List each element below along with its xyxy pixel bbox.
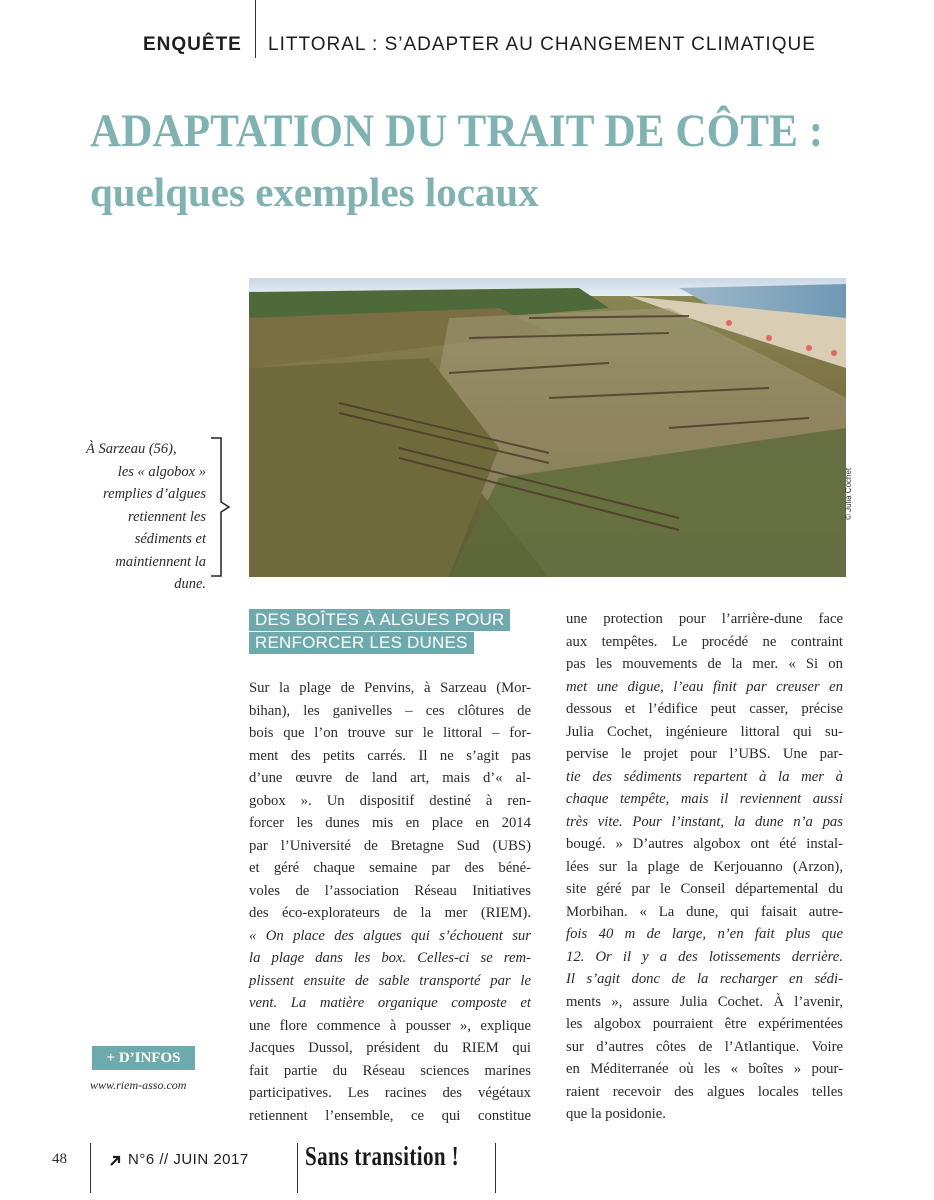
body-line: raient recevoir des algues locales telles xyxy=(566,1083,843,1100)
issue-info: N°6 // JUIN 2017 xyxy=(128,1151,249,1168)
body-line: bois que l’on trouve sur le littoral – for- xyxy=(249,725,531,741)
body-line: lées sur la plage de Kerjouanno (Arzon), xyxy=(566,858,843,875)
dune-photo xyxy=(249,278,846,577)
caption-brace-icon xyxy=(209,436,231,578)
body-line: Julia Cochet, ingénieure littoral qui su- xyxy=(566,723,843,740)
body-line: une flore commence à pousser », explique xyxy=(249,1017,531,1034)
body-line: sur d’autres côtes de l’Atlantique. Voire xyxy=(566,1038,843,1055)
body-line: chaque tempête, mais il reviennent aussi xyxy=(566,791,843,807)
body-line: gobox ». Un dispositif destiné à ren- xyxy=(249,792,531,809)
body-line: d’une œuvre de land art, mais d’« al- xyxy=(249,770,531,786)
footer-divider xyxy=(90,1143,91,1193)
body-line: bihan), les ganivelles – ces clôtures de xyxy=(249,702,531,719)
body-line: aux tempêtes. Le procédé ne contraint xyxy=(566,633,843,650)
body-line: 12. Or il y a des lotissements derrière. xyxy=(566,948,843,965)
section-label: ENQUÊTE xyxy=(143,34,242,55)
photo-caption xyxy=(86,438,206,596)
caption-line: sédiments et xyxy=(134,531,206,547)
body-line: que la posidonie. xyxy=(566,1106,666,1122)
body-line: Sur la plage de Penvins, à Sarzeau (Mor- xyxy=(249,680,531,696)
body-line: Jacques Dussol, président du RIEM qui xyxy=(249,1040,531,1056)
caption-line: les « algobox » xyxy=(117,463,206,480)
body-line: met une digue, l’eau finit par creuser en xyxy=(566,678,843,695)
body-line: voles de l’association Réseau Initiatives xyxy=(249,882,531,899)
page-number: 48 xyxy=(52,1151,67,1167)
body-line: participatives. Les racines des végétaux xyxy=(249,1085,531,1101)
arrow-up-right-icon xyxy=(108,1154,122,1168)
box-heading xyxy=(249,609,529,655)
photo-credit: © Julia Cochet xyxy=(844,467,853,520)
body-line: pervise le projet pour l’UBS. Une par- xyxy=(566,746,843,762)
caption-line: maintiennent la xyxy=(115,553,206,570)
body-line: « On place des algues qui s’échouent sur xyxy=(249,927,531,944)
section-topic: LITTORAL : S’ADAPTER AU CHANGEMENT CLIMATIQUE xyxy=(268,34,816,55)
body-line: bougé. » D’autres algobox ont été instal- xyxy=(566,836,843,852)
box-heading-line: DES BOÎTES À ALGUES POUR xyxy=(249,609,510,631)
caption-line: À Sarzeau (56), xyxy=(86,441,177,457)
body-line: la plage dans les box. Celles-ci se rem- xyxy=(249,950,531,966)
article-subtitle: quelques exemples locaux xyxy=(90,169,539,215)
caption-line: remplies d’algues xyxy=(103,486,206,502)
more-info-link[interactable]: www.riem-asso.com xyxy=(90,1078,187,1092)
body-column-2 xyxy=(566,608,843,1126)
body-line: et géré chaque semaine par des béné- xyxy=(249,860,531,876)
body-line: dessous et l’édifice peut casser, précise xyxy=(566,701,843,717)
magazine-logo: Sans transition ! xyxy=(305,1141,460,1171)
body-line: plissent ensuite de sable transporté par le xyxy=(249,972,531,989)
body-line: fait partie du Réseau sciences marines xyxy=(249,1062,531,1079)
footer-divider xyxy=(297,1143,298,1193)
footer-divider xyxy=(495,1143,496,1193)
caption-line: retiennent les xyxy=(128,508,206,525)
body-line: en Méditerranée où les « boîtes » pour- xyxy=(566,1061,843,1077)
body-column-1 xyxy=(249,677,531,1127)
body-line: une protection pour l’arrière-dune face xyxy=(566,611,843,627)
header-divider xyxy=(255,0,256,58)
body-line: Il s’agit donc de la recharger en sédi- xyxy=(566,971,843,987)
body-line: ment des petits carrés. Il ne s’agit pas xyxy=(249,747,531,764)
body-line: tie des sédiments repartent à la mer à xyxy=(566,768,843,785)
caption-line: dune. xyxy=(174,576,206,592)
body-line: très vite. Pour l’instant, la dune n’a pas xyxy=(566,813,843,830)
body-line: des éco-explorateurs de la mer (RIEM). xyxy=(249,905,531,921)
body-line: site géré par le Conseil départemental du xyxy=(566,881,843,897)
body-line: forcer les dunes mis en place en 2014 xyxy=(249,815,531,831)
body-line: fois 40 m de large, n’en fait plus que xyxy=(566,926,843,942)
article-title: ADAPTATION DU TRAIT DE CÔTE : xyxy=(90,105,824,157)
body-line: ments », assure Julia Cochet. À l’avenir, xyxy=(566,993,843,1010)
body-line: par l’Université de Bretagne Sud (UBS) xyxy=(249,837,531,854)
body-line: les algobox pourraient être expérimentées xyxy=(566,1016,843,1032)
body-line: vent. La matière organique composte et xyxy=(249,995,531,1011)
body-line: pas les mouvements de la mer. « Si on xyxy=(566,656,843,672)
body-line: retiennent l’ensemble, ce qui constitue xyxy=(249,1107,531,1124)
box-heading-line: RENFORCER LES DUNES xyxy=(249,632,474,654)
more-info-badge: + D’INFOS xyxy=(92,1046,195,1070)
body-line: Morbihan. « La dune, qui faisait autre- xyxy=(566,903,843,920)
